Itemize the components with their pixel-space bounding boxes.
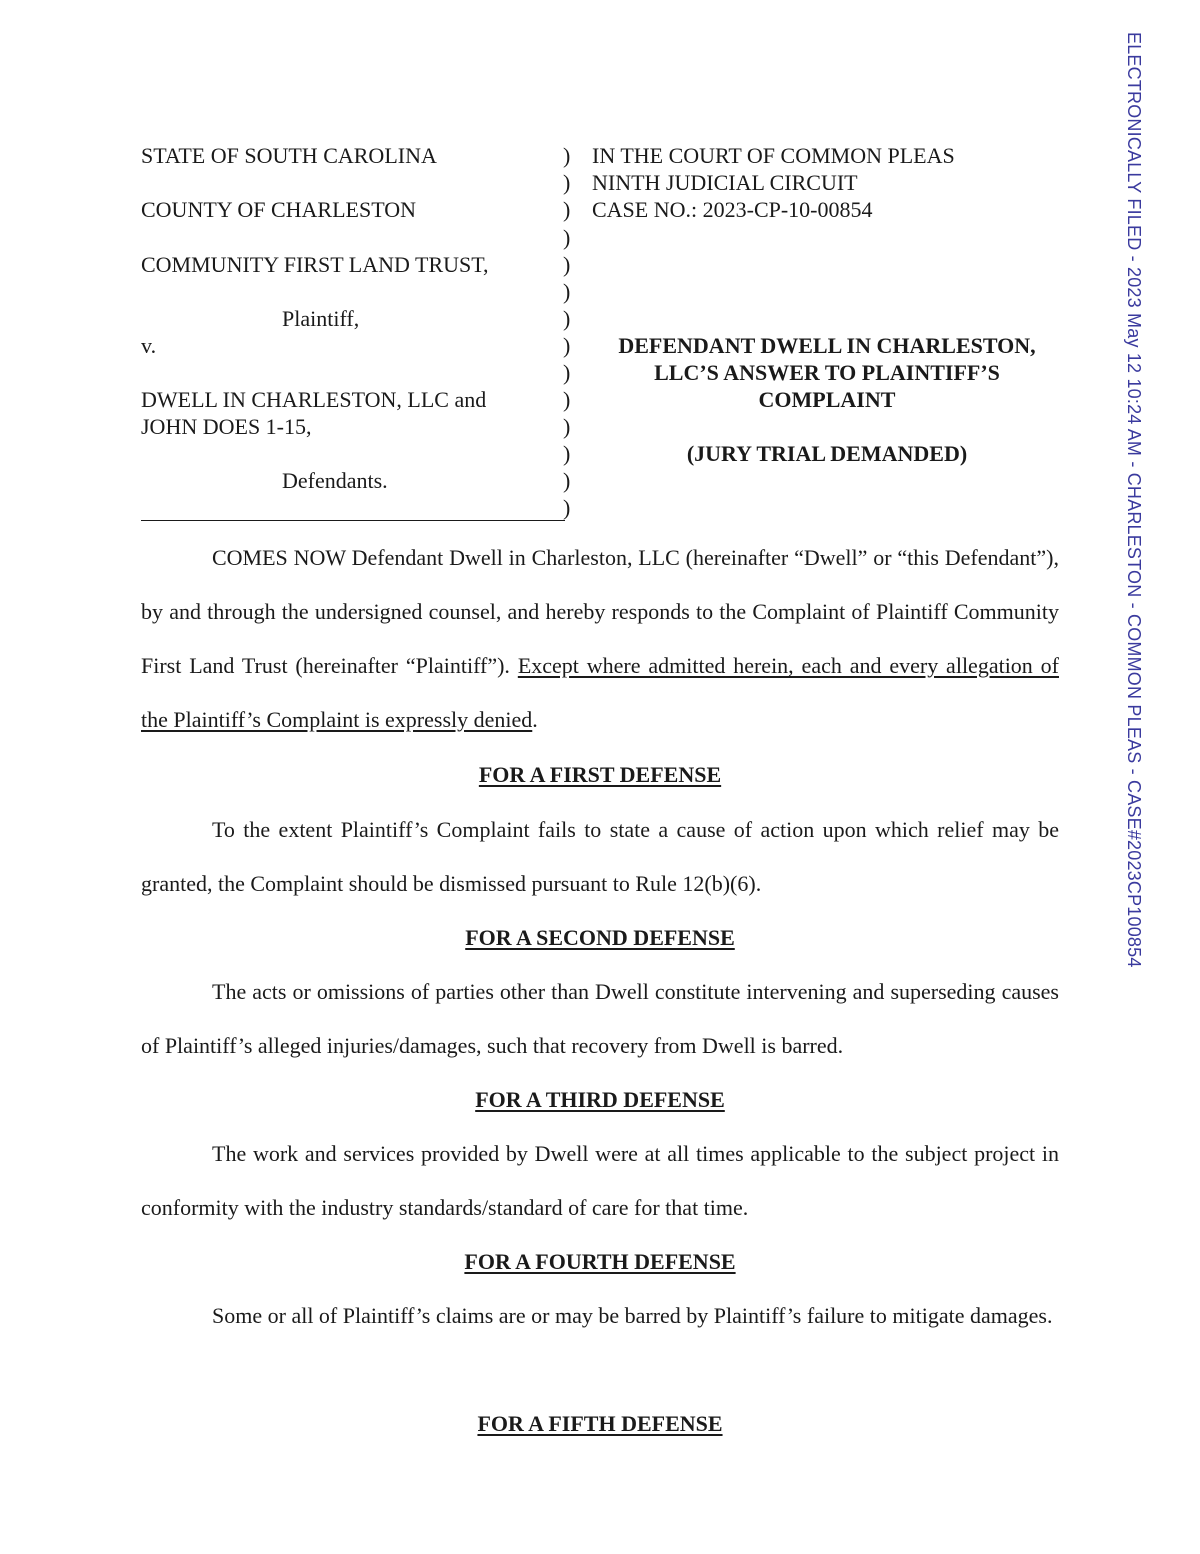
intro-end-punct: . <box>532 707 538 732</box>
defense-heading: FOR A FIRST DEFENSE <box>478 762 722 787</box>
defense-paragraph: The work and services provided by Dwell were at all times applicable to the subject project in conformity with the industry standards/standard of care for that time. <box>141 1141 1059 1220</box>
defense-paragraph: Some or all of Plaintiff’s claims are or may be barred by Plaintiff’s failure to mitigate damages. <box>212 1303 1053 1328</box>
caption-paren: ) <box>563 441 571 466</box>
caption-rule <box>141 520 565 521</box>
intro-text: COMES NOW Defendant Dwell in Charleston, LLC (hereinafter “Dwell” or “this Defendant”), by and through the undersigned counsel, and hereby responds to the Complaint of Plaintiff Community First Land Trust (hereinafter “Plaintiff”). <box>141 545 1059 678</box>
caption-paren: ) <box>563 197 571 222</box>
caption-court: IN THE COURT OF COMMON PLEAS <box>592 143 955 168</box>
caption-plaintiff-label: Plaintiff, <box>282 306 360 331</box>
caption-defendants-label: Defendants. <box>282 468 388 493</box>
caption-versus: v. <box>141 333 157 358</box>
caption-plaintiff-name: COMMUNITY FIRST LAND TRUST, <box>141 252 489 277</box>
caption-defendant-line1: DWELL IN CHARLESTON, LLC and <box>141 387 487 412</box>
caption-paren: ) <box>563 495 571 520</box>
intro-denial-text: Except where admitted herein, each and every allegation of the Plaintiff’s Complaint is expressly denied <box>141 653 1059 732</box>
electronic-filing-stamp: ELECTRONICALLY FILED - 2023 May 12 10:24 AM - CHARLESTON - COMMON PLEAS - CASE#2023CP100854 <box>1124 32 1144 968</box>
document-title-line: COMPLAINT <box>758 387 896 412</box>
caption-case-number: CASE NO.: 2023-CP-10-00854 <box>592 197 873 222</box>
document-title-line: DEFENDANT DWELL IN CHARLESTON, <box>618 333 1036 358</box>
defense-heading: FOR A FIFTH DEFENSE <box>477 1411 723 1436</box>
defense-paragraph: The acts or omissions of parties other than Dwell constitute intervening and superseding causes of Plaintiff’s alleged injuries/damages, such that recovery from Dwell is barred. <box>141 979 1059 1058</box>
intro-paragraph <box>141 531 1059 747</box>
caption-paren: ) <box>563 414 571 439</box>
caption-paren: ) <box>563 225 571 250</box>
caption-paren: ) <box>563 468 571 493</box>
defense-heading: FOR A THIRD DEFENSE <box>475 1087 725 1112</box>
caption-paren: ) <box>563 252 571 277</box>
defense-paragraph: To the extent Plaintiff’s Complaint fails to state a cause of action upon which relief may be granted, the Complaint should be dismissed pursuant to Rule 12(b)(6). <box>141 817 1059 896</box>
defense-heading: FOR A FOURTH DEFENSE <box>464 1249 736 1274</box>
caption-paren: ) <box>563 306 571 331</box>
jury-demand: (JURY TRIAL DEMANDED) <box>686 441 968 466</box>
document-title <box>592 332 1062 413</box>
caption-circuit: NINTH JUDICIAL CIRCUIT <box>592 170 858 195</box>
defense-heading: FOR A SECOND DEFENSE <box>465 925 735 950</box>
caption-paren: ) <box>563 170 571 195</box>
caption-state: STATE OF SOUTH CAROLINA <box>141 143 437 168</box>
caption-paren: ) <box>563 387 571 412</box>
caption-defendant-line2: JOHN DOES 1-15, <box>141 414 312 439</box>
caption-paren: ) <box>563 279 571 304</box>
caption-county: COUNTY OF CHARLESTON <box>141 197 417 222</box>
caption-paren: ) <box>563 333 571 358</box>
caption-paren: ) <box>563 143 571 168</box>
document-title-line: LLC’S ANSWER TO PLAINTIFF’S <box>654 360 1000 385</box>
caption-paren: ) <box>563 360 571 385</box>
